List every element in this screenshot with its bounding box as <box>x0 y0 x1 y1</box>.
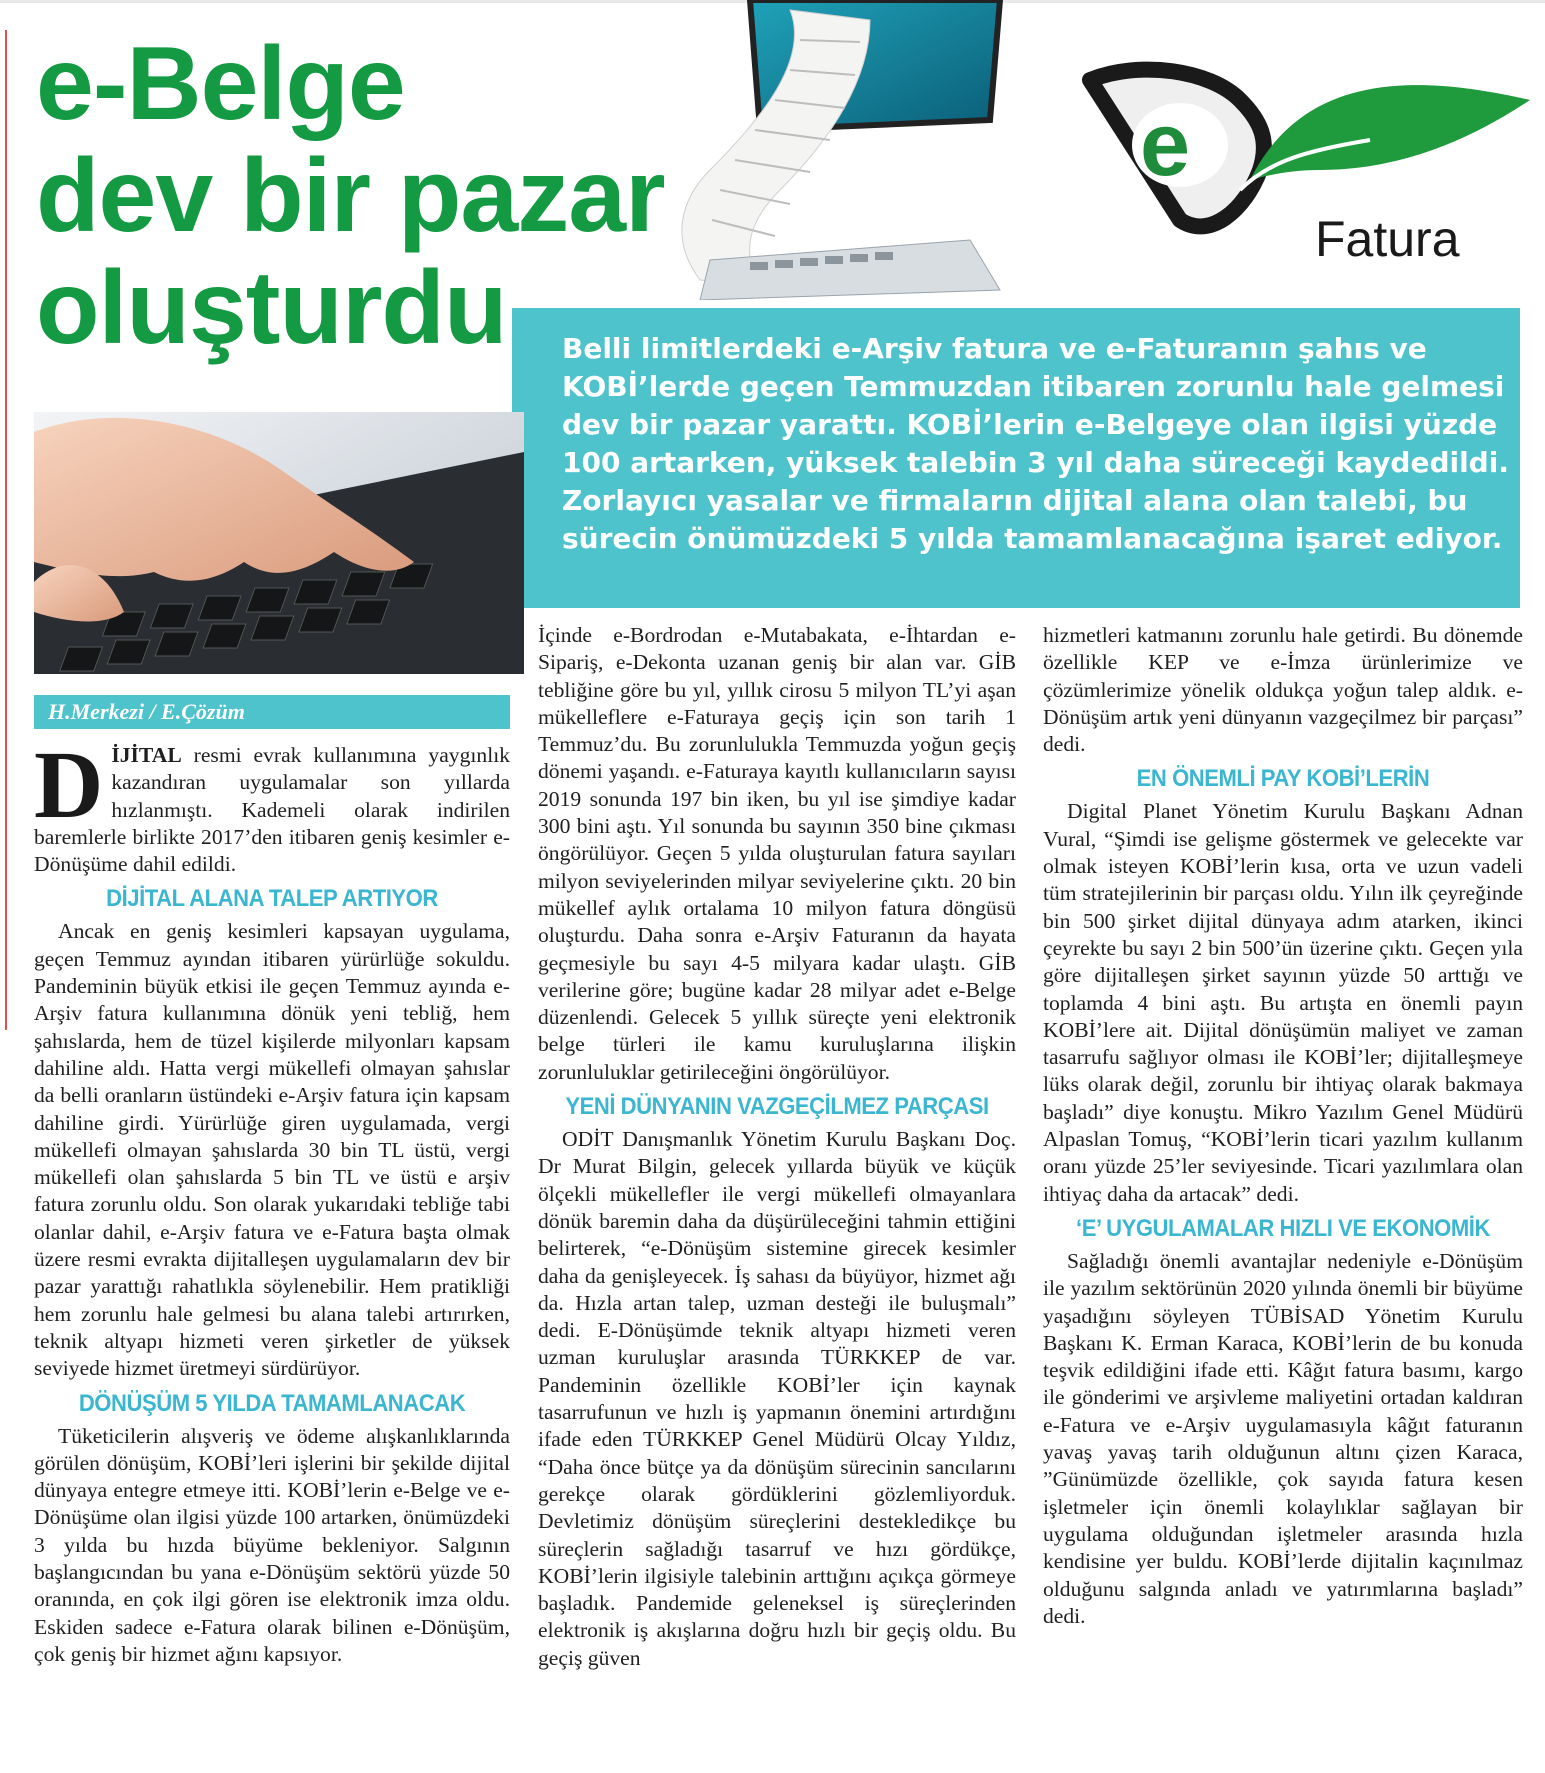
paragraph-4: İçinde e-Bordrodan e-Mutabakata, e-İhtardan e-Sipariş, e-Dekonta uzanan geniş bir alan var. GİB tebliğine göre bu yıl, yıllık cirosu 5 milyon TL’yi aşan mükelleflere e-Faturaya geçiş için son tarih 1 Temmuz’du. Bu zorunlulukla Temmuzda yoğun geçiş dönemi yaşandı. e-Faturaya kayıtlı kullanıcıların sayısı 2019 sonunda 197 bin iken, bu yıl ise şimdiye kadar 300 bini aştı. Yıl sonunda bu sayının 350 bine çıkması öngörülüyor. Geçen 5 yılda oluşturulan fatura sayıları milyon seviyelerinden milyar seviyelerine çıktı. 20 bin mükellef aylık ortalama 10 milyon fatura döngüsü oluşturdu. Daha sonra e-Arşiv Faturanın da hayata geçmesiyle bu sayı 4-5 milyara kadar ulaştı. GİB verilerine göre; bugüne kadar 28 milyar adet e-Belge düzenlendi. Gelecek 5 yıllık süreçte yeni elektronik belge türleri ile kamu kuruluşlarına ilişkin zorunluluklar getirileceğini öngörülüyor. <box>538 623 1016 1084</box>
intro-text: resmi evrak kullanımına yaygınlık kazandıran uygulamalar son yıllarda hızlanmıştı. Kademeli olarak indirilen baremlerle birlikte 2017’den itibaren geniş kesimler e-Dönüşüme dahil edildi. <box>34 743 510 877</box>
teaser-text: Belli limitlerdeki e-Arşiv fatura ve e-Faturanın şahıs ve KOBİ’lerde geçen Temmuzdan itibaren zorunlu hale gelmesi dev bir pazar yarattı. KOBİ’lerin e-Belgeye olan ilgisi yüzde 100 artarken, yüksek talebin 3 yıl daha süreceği kaydedildi. Zorlayıcı yasalar ve firmaların dijital alana olan talebi, bu sürecin önümüzdeki 5 yılda tamamlanacağına işaret ediyor. <box>562 332 1509 555</box>
intro-paragraph <box>34 731 510 878</box>
subhead-kobi-pay: EN ÖNEMLİ PAY KOBİ’LERİN <box>1136 765 1430 793</box>
subhead-dijital-alana: DİJİTAL ALANA TALEP ARTIYOR <box>106 885 438 913</box>
paragraph-2: Ancak en geniş kesimleri kapsayan uygulama, geçen Temmuz ayından itibaren yürürlüğe sokuldu. Pandeminin büyük etkisi ile geçen Temmuz ayında e-Arşiv fatura kullanımına dönük yeni tebliğ, hem şahıslarda, hem de tüzel kişilerde milyonları kapsam dahiline aldı. Hatta vergi mükellefi olmayan şahıslar da belli oranların üstündeki e-Arşiv fatura için kapsam dahiline girdi. Yürürlüğe giren uygulamada, vergi mükellefi olmayan şahıslarda 30 bin TL üstü, vergi mükellefi olan şahıslarda 5 bin TL ve üstü e arşiv fatura zorunlu oldu. Son olarak yukarıdaki tebliğe tabi olanlar dahil, e-Arşiv fatura ve e-Fatura başta olmak üzere resmi evrakta dijitalleşen uygulamaların dev bir pazar yarattığı rahatlıkla söylenebilir. Hem pratikliği hem zorunlu hale gelmesi bu alana talebi artırırken, teknik altyapı hizmeti veren şirketler de yüksek seviyede hizmet üretmeyi sürdürüyor. <box>34 919 510 1381</box>
margin-rule <box>5 30 7 1030</box>
headline-line-3: oluşturdu <box>36 250 507 366</box>
keyboard-photo <box>34 412 524 674</box>
paragraph-6: hizmetleri katmanını zorunlu hale getirdi. Bu dönemde özellikle KEP ve e-İmza ürünlerimize ve çözümlerimize yönelik oldukça yoğun talep aldık. e-Dönüşüm artık yeni dünyanın vazgeçilmez bir parçası” dedi. <box>1043 623 1523 757</box>
drop-cap: D <box>34 731 104 838</box>
lead-word: İJİTAL <box>111 743 182 767</box>
article-column-2 <box>538 622 1016 1672</box>
paragraph-7: Digital Planet Yönetim Kurulu Başkanı Adnan Vural, “Şimdi ise gelişme göstermek ve gelecekte var olmak isteyen KOBİ’lerin kısa, orta ve uzun vadeli tüm stratejilerinin bir parçası oldu. Yılın ilk çeyreğinde bin 500 şirket dijital dünyaya adım atarken, ikinci çeyrekte bu sayı 2 bin 500’ün üzerine çıktı. Geçen yıla göre dijitalleşen şirket sayının yüzde 50 arttığı ve toplamda 4 bini aştı. Bu artışta en önemli payın KOBİ’lere ait. Dijital dönüşümün maliyet ve zaman tasarrufu sağlıyor olması ile KOBİ’ler; dijitalleşmeye lüks olarak değil, zorunlu bir ihtiyaç olarak bakmaya başladı” diye konuştu. Mikro Yazılım Genel Müdürü Alpaslan Tomuş, “KOBİ’lerin ticari yazılım kullanım oranı yüzde 25’ler seviyesinde. Ticari yazılımlara olan ihtiyaç daha da artacak” dedi. <box>1043 799 1523 1206</box>
headline-line-1: e-Belge <box>36 26 405 142</box>
headline-line-2: dev bir pazar <box>36 138 665 254</box>
paragraph-8: Sağladığı önemli avantajlar nedeniyle e-Dönüşüm ile yazılım sektörünün 2020 yılında önemli bir büyüme yaşadığını söyleyen TÜBİSAD Yönetim Kurulu Başkanı K. Erman Karaca, KOBİ’lerin de bu konuda teşvik edildiğini ifade etti. Kâğıt fatura basımı, kargo ile gönderimi ve arşivleme maliyetini ortadan kaldıran e-Fatura ve e-Arşiv uygulamasıyla kâğıt faturanın yavaş yavaş tarih olduğunun altını çizen Karaca, ”Günümüzde özellikle, çok sayıda fatura kesen işletmeler için önemli kolaylıklar sağlayan bir uygulama olduğundan işletmeler arasında hızla kendisine yer buldu. KOBİ’lerde dijitalin kaçınılmaz olduğunu salgında anladı ve yatırımlarına başladı” dedi. <box>1043 1248 1523 1628</box>
article-column-3 <box>1043 622 1523 1630</box>
byline: H.Merkezi / E.Çözüm <box>34 695 510 729</box>
paragraph-3: Tüketicilerin alışveriş ve ödeme alışkanlıklarında görülen dönüşüm, KOBİ’leri işlerini bir şekilde dijital dünyaya entegre etmeye itti. KOBİ’lerin e-Belge ve e-Dönüşüme olan ilgisi yüzde 100 artarken, önümüzdeki 3 yılda bu hızda büyüme bekleniyor. Salgının başlangıcından bu yana e-Dönüşüm sektörü yüzde 50 oranında, en çok ilgi gören ise elektronik imza oldu. Eskiden sadece e-Fatura olarak bilinen e-Dönüşüm, çok geniş bir hizmet ağını kapsıyor. <box>34 1423 510 1666</box>
subhead-yeni-dunya: YENİ DÜNYANIN VAZGEÇİLMEZ PARÇASI <box>565 1093 989 1121</box>
subhead-donusum: DÖNÜŞÜM 5 YILDA TAMAMLANACAK <box>78 1389 466 1417</box>
article-column-1 <box>34 731 510 1668</box>
invoice-laptop-illustration <box>640 0 1020 300</box>
svg-text:e: e <box>1140 95 1191 195</box>
paragraph-5: ODİT Danışmanlık Yönetim Kurulu Başkanı Doç. Dr Murat Bilgin, gelecek yıllarda büyük ve küçük ölçekli mükellefler ile vergi mükellefi olmayanlara dönük baremin daha da düşürüleceğini tahmin ettiğini belirterek, “e-Dönüşüm sistemine girecek kesimler daha da genişleyecek. İş sahası da büyüyor, hizmet ağı da. Hızla artan talep, uzman desteği ile buluşmalı” dedi. E-Dönüşümde teknik altyapı hizmeti veren uzman kuruluşlar arasında TÜRKKEP de var. Pandeminin özellikle KOBİ’ler için kaynak tasarrufunun ve hızlı iş yapmanın önemini artırdığını ifade eden TÜRKKEP Genel Müdürü Olcay Yıldız, “Daha önce bütçe ya da dönüşüm sürecinin sancılarını gerekçe olarak gördüklerini gözlemliyorduk. Devletimiz dönüşüm süreçlerini destekledikçe bu süreçlerin sağladığı tasarruf ve hızı gördükçe, KOBİ’lerin ilgisiyle talebinin arttığını açıkça görmeye başladık. Pandemide geleneksel iş süreçlerinden elektronik iş akışlarına doğru hızlı bir geçiş oldu. Bu geçiş güven <box>538 1127 1016 1670</box>
logo-text: Fatura <box>1315 211 1460 267</box>
e-fatura-logo <box>1070 50 1545 290</box>
subhead-e-uygulamalar: ‘E’ UYGULAMALAR HIZLI VE EKONOMİK <box>1076 1214 1490 1242</box>
